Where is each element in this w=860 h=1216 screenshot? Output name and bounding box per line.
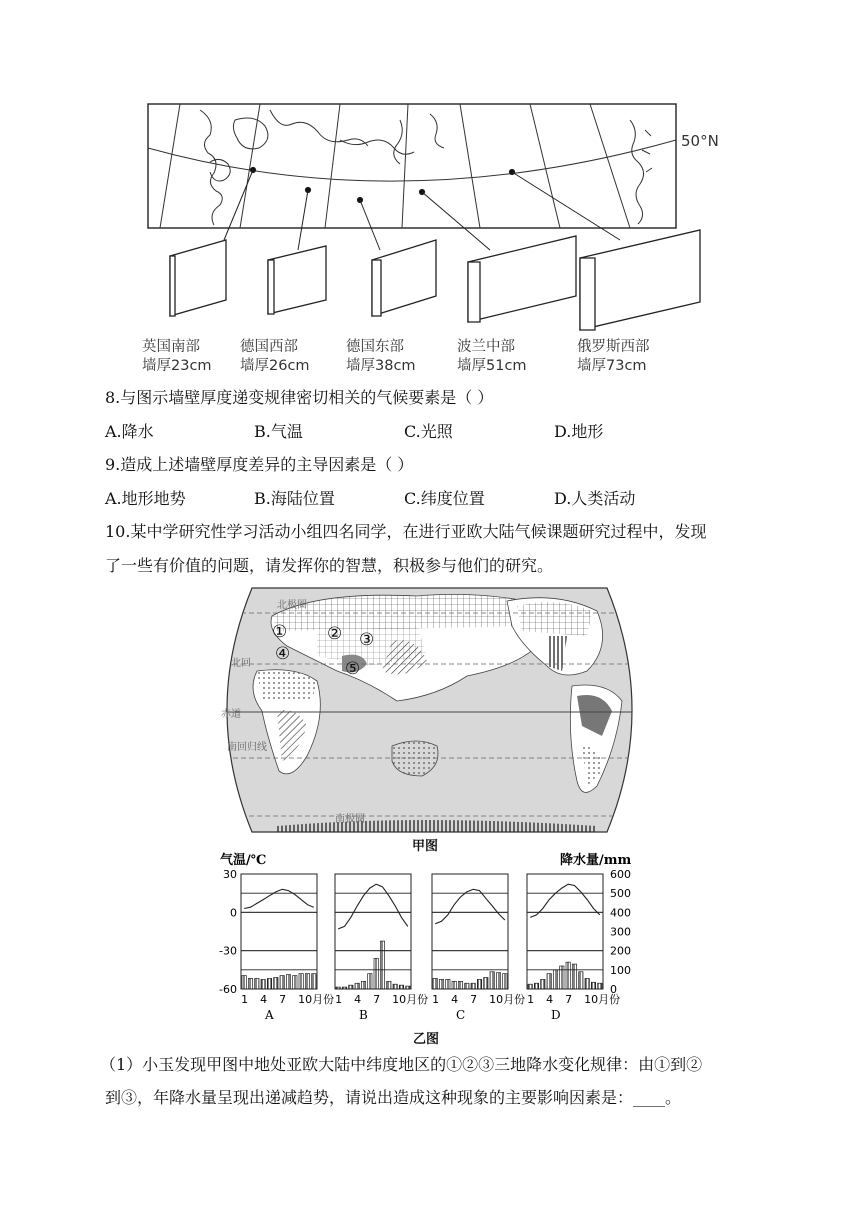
chart-name: D [551, 1008, 561, 1022]
month-tick: 4 [354, 993, 362, 1006]
precip-bar [528, 984, 532, 989]
precip-bar [387, 981, 391, 989]
marker-1: ① [272, 622, 288, 642]
chart-frame [241, 874, 317, 989]
wall-region: 俄罗斯西部 [577, 339, 650, 355]
month-tick: 1 [432, 993, 440, 1006]
precip-bar [598, 983, 602, 989]
precip-bar [541, 979, 545, 989]
precip-bar [261, 979, 265, 989]
climate-chart-d [527, 874, 620, 1022]
q8-option-b[interactable]: B.气温 [254, 422, 303, 441]
precip-bar [242, 976, 246, 989]
precipitation-axis-label: 降水量/mm [560, 853, 632, 868]
precip-bar [433, 978, 437, 989]
chart-frame [335, 874, 411, 989]
sub1-line1: （1）小玉发现甲图中地处亚欧大陆中纬度地区的①②③三地降水变化规律：由①到② [100, 1055, 703, 1074]
precip-tick: 400 [610, 906, 631, 920]
precip-tick: 200 [610, 944, 631, 958]
month-tick: 7 [279, 993, 287, 1006]
precip-bar [484, 978, 488, 990]
precip-bar [496, 973, 500, 989]
precip-bar [490, 972, 494, 989]
q8-option-c[interactable]: C.光照 [404, 422, 453, 441]
marker-5: ⑤ [345, 659, 361, 679]
precip-bar [477, 979, 481, 989]
wall-region: 德国西部 [240, 339, 298, 355]
q10-line1: 10.某中学研究性学习活动小组四名同学，在进行亚欧大陆气候课题研究过程中，发现 [105, 522, 707, 541]
precip-bar [458, 981, 462, 989]
precip-bar [248, 978, 252, 989]
q9-stem: 9.造成上述墙壁厚度差异的主导因素是（ ） [105, 455, 414, 474]
wall-label-3 [346, 338, 416, 376]
wall-region: 德国东部 [346, 339, 404, 355]
chart-name: A [265, 1008, 274, 1022]
wall-region: 英国南部 [142, 339, 200, 355]
temp-tick: -30 [219, 944, 237, 958]
q8-stem: 8.与图示墙壁厚度递变规律密切相关的气候要素是（ ） [105, 388, 494, 407]
chart-frame [527, 874, 603, 989]
q9-option-a[interactable]: A.地形地势 [105, 489, 186, 508]
month-tick: 4 [451, 993, 459, 1006]
precip-bar [585, 978, 589, 989]
tropic-s-label: 南回归线 [227, 742, 267, 753]
marker-2: ② [327, 624, 343, 644]
wall-thickness: 墙厚51cm [457, 358, 527, 374]
temp-tick: 0 [230, 906, 237, 920]
month-tick: 10月份 [584, 993, 621, 1006]
precip-tick: 300 [610, 925, 631, 939]
month-tick: 1 [527, 993, 535, 1006]
wall-label-1 [142, 338, 212, 376]
climate-chart-b [335, 874, 428, 1022]
arctic-label: 北极圈 [277, 600, 307, 611]
q9-option-b[interactable]: B.海陆位置 [254, 489, 335, 508]
precip-bar [406, 986, 410, 989]
sub1-line2: 到③，年降水量呈现出递减趋势，请说出造成这种现象的主要影响因素是：____。 [105, 1088, 682, 1107]
latitude-label: 50°N [681, 132, 719, 150]
precip-bar [393, 984, 397, 989]
precip-bar [286, 975, 290, 989]
precip-bar [591, 982, 595, 989]
q8-option-d[interactable]: D.地形 [554, 422, 604, 441]
equator-label: 赤道 [221, 709, 241, 720]
precip-bar [342, 987, 346, 989]
wall-thickness-figure [140, 100, 740, 380]
q8-option-a[interactable]: A.降水 [105, 422, 154, 441]
precip-bar [503, 974, 507, 989]
climate-charts [210, 850, 650, 1025]
tropic-n-label: 北回 [231, 658, 251, 669]
precip-bar [380, 941, 384, 989]
precip-bar [336, 987, 340, 989]
climate-chart-a [241, 874, 334, 1022]
precip-bar [566, 962, 570, 989]
temp-tick: 30 [223, 868, 237, 881]
precip-bar [439, 979, 443, 989]
month-tick: 7 [470, 993, 478, 1006]
temperature-axis-label: 气温/℃ [220, 853, 267, 868]
month-tick: 10月份 [392, 993, 429, 1006]
precip-bar [368, 974, 372, 989]
precip-tick: 0 [610, 983, 617, 996]
marker-4: ④ [275, 644, 291, 664]
chart-name: C [456, 1008, 466, 1022]
month-tick: 7 [565, 993, 573, 1006]
temp-tick: -60 [219, 983, 237, 996]
precip-bar [572, 964, 576, 989]
wall-label-4 [457, 338, 527, 376]
wall-thickness: 墙厚23cm [142, 358, 212, 374]
q9-option-d[interactable]: D.人类活动 [554, 489, 636, 508]
wall-region: 波兰中部 [457, 339, 515, 355]
precip-bar [465, 983, 469, 989]
month-tick: 4 [546, 993, 554, 1006]
wall-thickness: 墙厚38cm [346, 358, 416, 374]
precip-bar [547, 974, 551, 989]
month-tick: 4 [260, 993, 268, 1006]
antarctic-label: 南极圈 [335, 814, 365, 825]
precip-bar [560, 966, 564, 989]
wall-thickness: 墙厚26cm [240, 358, 310, 374]
precip-bar [374, 958, 378, 989]
climate-chart-c [432, 874, 525, 1022]
wall-thickness: 墙厚73cm [577, 358, 647, 374]
precip-bar [361, 981, 365, 989]
month-tick: 1 [241, 993, 249, 1006]
precip-bar [534, 983, 538, 989]
precip-bar [305, 974, 309, 989]
charts-caption: 乙图 [413, 1032, 440, 1047]
world-climate-map [217, 586, 642, 834]
wall-label-2 [240, 338, 310, 376]
precip-bar [446, 979, 450, 989]
precip-bar [452, 981, 456, 989]
q10-line2: 了一些有价值的问题，请发挥你的智慧，积极参与他们的研究。 [105, 556, 554, 575]
map-caption: 甲图 [412, 839, 439, 854]
month-tick: 10月份 [489, 993, 526, 1006]
precip-bar [255, 978, 259, 989]
precip-bar [553, 970, 557, 989]
month-tick: 7 [373, 993, 381, 1006]
precip-bar [267, 978, 271, 989]
precip-bar [274, 978, 278, 990]
month-tick: 10月份 [298, 993, 335, 1006]
precip-tick: 100 [610, 963, 631, 977]
precip-bar [299, 974, 303, 989]
precip-bar [399, 985, 403, 989]
q9-option-c[interactable]: C.纬度位置 [404, 489, 485, 508]
precip-tick: 600 [610, 868, 631, 881]
precip-bar [280, 976, 284, 989]
month-tick: 1 [335, 993, 343, 1006]
chart-frame [432, 874, 508, 989]
precip-bar [349, 985, 353, 989]
chart-name: B [359, 1008, 368, 1022]
precip-bar [293, 976, 297, 989]
wall-label-5 [577, 338, 650, 376]
marker-3: ③ [359, 630, 375, 650]
precip-bar [471, 983, 475, 989]
precip-bar [579, 972, 583, 989]
precip-bar [312, 974, 316, 989]
precip-tick: 500 [610, 887, 631, 901]
precip-bar [355, 983, 359, 989]
